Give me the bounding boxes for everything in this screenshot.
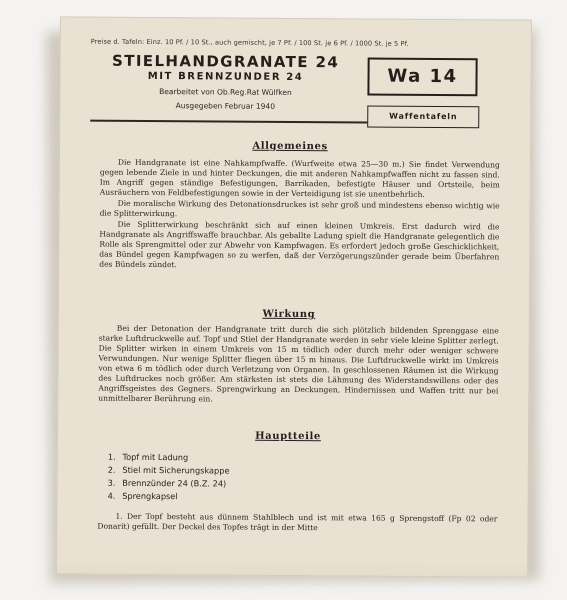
list-item-number: 3.	[107, 477, 116, 488]
header-rule	[90, 120, 367, 124]
paragraph: Die Splitterwirkung beschränkt sich auf einen kleinen Umkreis. Erst dadurch wird die Handgranate als Angriffswaffe brauchbar. Als geballte Ladung spielt die Handgranate gelegentlich die Rolle als Sprengmittel oder zur Abwehr von Kampfwagen. Es erfordert jedoch große Geschicklichkeit, das Bündel gegen Kampfwagen so zu werfen, daß der Verzögerungszünder gerade beim Überfahren des Bündels zündet.	[99, 219, 500, 270]
list-item-text: Topf mit Ladung	[122, 451, 189, 463]
list-item-number: 4.	[107, 490, 116, 501]
document-code-box: Wa 14	[367, 58, 477, 97]
paragraph: Die moralische Wirkung des Detonationsdruckes ist sehr groß und mindestens ebenso wichtig wie die Splitterwirkung.	[99, 198, 500, 219]
list-item	[108, 490, 358, 505]
series-label-box: Waffentafeln	[367, 106, 479, 129]
paragraph: 1. Der Topf besteht aus dünnem Stahlblech und ist mit etwa 165 g Sprengstoff (Fp 02 oder Donarit) gefüllt. Der Deckel des Topfes trägt in der Mitte	[97, 511, 498, 533]
section-heading-effect: Wirkung	[262, 308, 316, 321]
document-sheet	[56, 16, 532, 577]
section-body-effect	[98, 324, 499, 408]
paragraph: Bei der Detonation der Handgranate tritt durch die sich plötzlich bildenden Sprenggase eine starke Luftdruckwelle auf. Topf und Stiel der Handgranate werden in sehr viele kleine Splitter zerlegt. Die Splitter wirken in einem Umkreis von 15 m tödlich oder durch mehr oder weniger schwere Verwundungen. Nur wenige Splitter fliegen über 15 m hinaus. Die Luftdruckwelle wirkt im Umkreis von etwa 6 m tödlich oder durch Verletzung von Organen. In geschlossenen Räumen ist die Wirkung des Luftdruckes noch größer. Am stärksten ist stets die Lähmung des Widerstandswillens oder des Angriffsgeistes des Gegners. Sprengwirkung an Deckungen, Hindernissen und Waffen tritt nur bei unmittelbarer Berührung ein.	[98, 323, 499, 404]
parts-list	[108, 451, 358, 505]
list-item-text: Brennzünder 24 (B.Z. 24)	[122, 477, 227, 489]
section-body-general	[99, 158, 500, 274]
list-item-text: Stiel mit Sicherungskappe	[122, 464, 230, 476]
sheet-bottom-edge	[57, 557, 527, 576]
paragraph: Die Handgranate ist eine Nahkampfwaffe. (Wurfweite etwa 25—30 m.) Sie findet Verwendung gegen lebende Ziele in und hinter Deckungen, die mit anderen Nahkampfwaffen nicht zu fassen sind. Im Angriff gegen ständige Befestigungen, Barrikaden, befestigte Häuser und Ortsteile, beim Ausräuchern von Feldbefestigungen sowie in der Verteidigung ist sie unentbehrlich.	[99, 157, 500, 199]
price-line: Preise d. Tafeln: Einz. 10 Pf. / 10 St., auch gemischt, je 7 Pf. / 100 St. je 6 Pf. / 1000 St. je 5 Pf.	[90, 37, 409, 48]
document-subtitle: MIT BRENNZUNDER 24	[147, 70, 304, 84]
list-item-text: Sprengkapsel	[122, 490, 178, 502]
list-item-number: 1.	[107, 451, 116, 462]
parts-description	[97, 512, 497, 535]
issue-date: Ausgegeben Februar 1940	[175, 101, 276, 111]
section-heading-parts: Hauptteile	[255, 430, 321, 443]
section-heading-general: Allgemeines	[252, 140, 328, 153]
list-item-number: 2.	[107, 464, 116, 475]
document-title: STIELHANDGRANATE 24	[111, 51, 340, 72]
editor-line: Bearbeitet von Ob.Reg.Rat Wülfken	[159, 87, 292, 97]
